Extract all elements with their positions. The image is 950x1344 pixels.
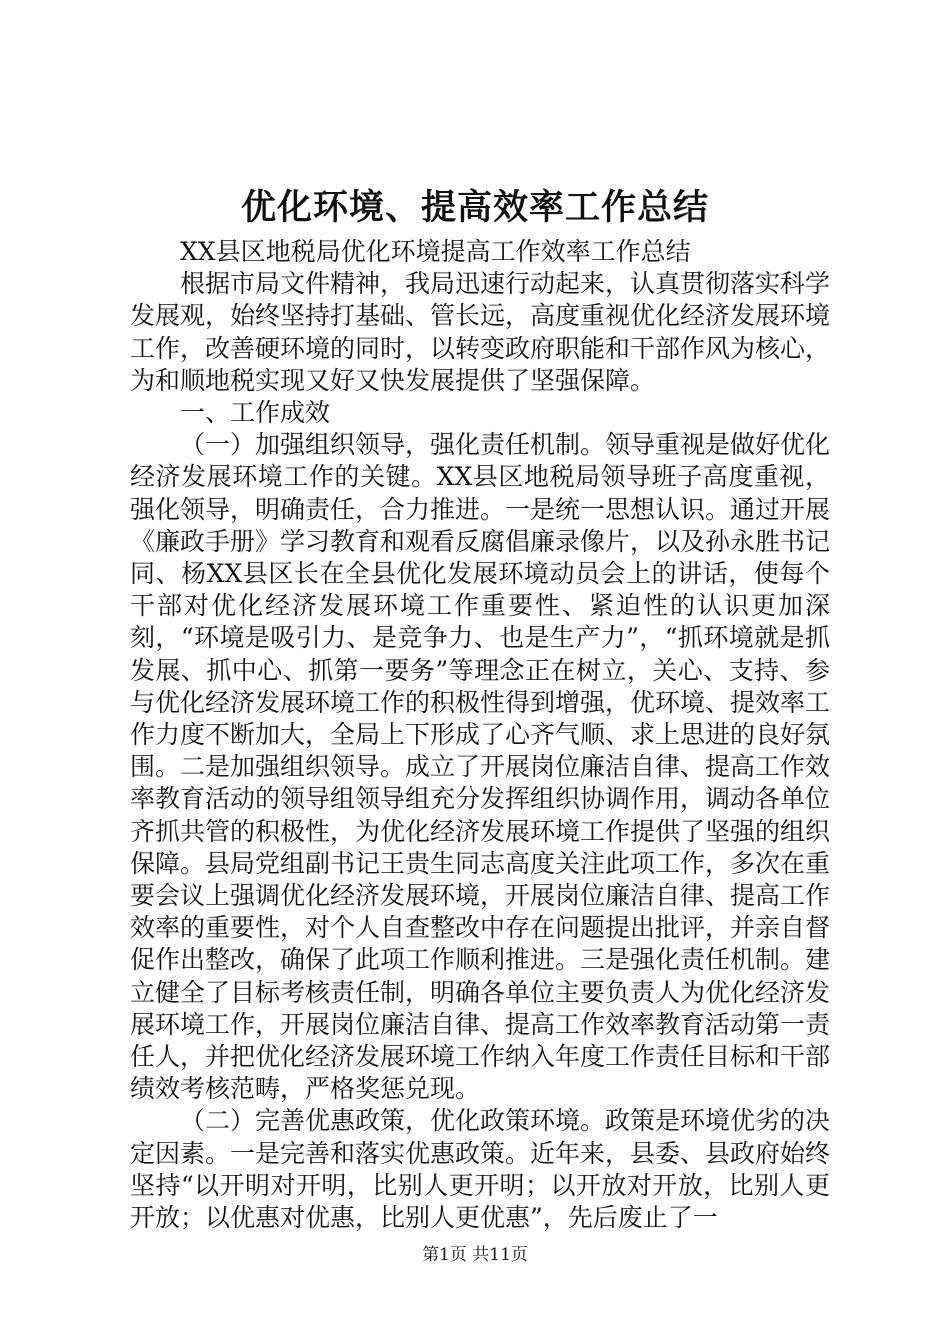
page-number-footer: 第1页 共11页 [422, 1245, 528, 1265]
paragraph-section-1: （一）加强组织领导，强化责任机制。领导重视是做好优化经济发展环境工作的关键。XX县区地税局领导班子高度重视，强化领导，明确责任，合力推进。一是统一思想认识。通过开展《廉政手册》学习教育和观看反腐倡廉录像片，以及孙永胜书记同、杨XX县区长在全县优化发展环境动员会上的讲话，使每个干部对优化经济发展环境工作重要性、紧迫性的认识更加深刻，“环境是吸引力、是竞争力、也是生产力”，“抓环境就是抓发展、抓中心、抓第一要务”等理念正在树立，关心、支持、参与优化经济发展环境工作的积极性得到增强，优环境、提效率工作力度不断加大，全局上下形成了心齐气顺、求上思进的良好氛围。二是加强组织领导。成立了开展岗位廉洁自律、提高工作效率教育活动的领导组领导组充分发挥组织协调作用，调动各单位齐抓共管的积极性，为优化经济发展环境工作提供了坚强的组织保障。县局党组副书记王贵生同志高度关注此项工作，多次在重要会议上强调优化经济发展环境，开展岗位廉洁自律、提高工作效率的重要性，对个人自查整改中存在问题提出批评，并亲自督促作出整改，确保了此项工作顺利推进。三是强化责任机制。建立健全了目标考核责任制，明确各单位主要负责人为优化经济发展环境工作，开展岗位廉洁自律、提高工作效率教育活动第一责任人，并把优化经济发展环境工作纳入年度工作责任目标和干部绩效考核范畴，严格奖惩兑现。 [130, 430, 831, 1104]
document-subtitle: XX县区地税局优化环境提高工作效率工作总结 [180, 237, 691, 266]
paragraph-intro: 根据市局文件精神，我局迅速行动起来，认真贯彻落实科学发展观，始终坚持打基础、管长远，高度重视优化经济发展环境工作，改善硬环境的同时，以转变政府职能和干部作风为核心，为和顺地税实现又好又快发展提供了坚强保障。 [130, 269, 831, 395]
section-heading: 一、工作成效 [180, 398, 331, 428]
document-body [130, 236, 830, 1234]
paragraph-section-2: （二）完善优惠政策，优化政策环境。政策是环境优劣的决定因素。一是完善和落实优惠政策。近年来，县委、县政府始终坚持“以开明对开明，比别人更开明；以开放对开放，比别人更开放；以优惠对优惠，比别人更优惠”，先后废止了一 [130, 1106, 831, 1233]
document-title: 优化环境、提高效率工作总结 [240, 187, 709, 228]
